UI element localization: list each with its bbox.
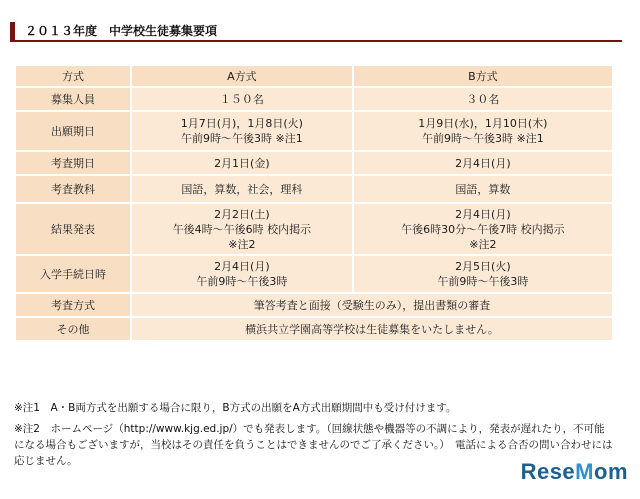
cell-line: 2月4日(月) [214,260,270,273]
note-1: ※注1 A・B両方式を出願する場合に限り，B方式の出願をA方式出願期間中も受け付けます。 [14,402,457,414]
cell-line: 1月9日(水)，1月10日(木) [418,117,548,130]
table-row [16,112,612,150]
merged-cell: 筆答考査と面接（受験生のみ），提出書類の審査 [132,294,612,316]
cell-line: 2月4日(月) [455,207,511,221]
cell-a [132,176,352,202]
cell-line: １５０名 [219,92,264,106]
merged-cell: 横浜共立学園高等学校は生徒募集をいたしません。 [132,318,612,340]
row-label: 入学手続日時 [16,256,130,292]
cell-line: 2月2日(土) [214,207,270,221]
table-row [16,152,612,174]
table-row [16,204,612,254]
cell-line: 午後4時〜午後6時 校内掲示 [172,222,312,236]
cell-b [354,176,612,202]
cell-line: 午前9時〜午後3時 [437,275,529,288]
cell-line: ３０名 [466,92,500,106]
header-method: 方式 [16,66,130,86]
cell-line: 1月7日(月)，1月8日(火) [180,117,303,130]
cell-line: 午後6時30分〜午後7時 校内掲示 [401,222,565,236]
table-row [16,294,612,316]
cell-line: 国語，算数，社会，理科 [181,182,303,196]
cell-line: 国語，算数 [455,182,511,196]
table-row [16,318,612,340]
cell-b [354,112,612,150]
admission-table [14,64,614,342]
header-a: A方式 [132,66,352,86]
resemom-logo: ReseMom [520,459,628,484]
table-header-row [16,66,612,86]
cell-line: 2月4日(月) [455,156,511,170]
row-label: 考査方式 [16,294,130,316]
cell-a [132,152,352,174]
row-label: その他 [16,318,130,340]
cell-line: 2月5日(火) [455,260,511,273]
note-2: ※注2 ホームページ（http://www.kjg.ed.jp/）でも発表します。（回線状態や機器等の不調により，発表が遅れたり，不可能になる場合もございますが，当校はその責任を負うことはできませんのでご了承ください。） 電話による合否の問い合わせには応じません。 [14,423,613,467]
cell-b [354,152,612,174]
cell-a [132,88,352,110]
row-label: 募集人員 [16,88,130,110]
cell-line: 午前9時〜午後3時 ※注1 [181,132,303,145]
row-label: 考査期日 [16,152,130,174]
row-label: 出願期日 [16,112,130,150]
cell-b [354,256,612,292]
cell-b [354,88,612,110]
cell-line: ※注2 [469,237,497,251]
table-row [16,176,612,202]
cell-a [132,204,352,254]
cell-b [354,204,612,254]
page-title: ２０１３年度 中学校生徒募集要項 [10,22,622,42]
header-b: B方式 [354,66,612,86]
row-label: 考査教科 [16,176,130,202]
cell-a [132,256,352,292]
row-label: 結果発表 [16,204,130,254]
table-row [16,256,612,292]
table-row [16,88,612,110]
cell-a [132,112,352,150]
cell-line: 2月1日(金) [214,156,270,170]
cell-line: 午前9時〜午後3時 [196,275,288,288]
cell-line: 午前9時〜午後3時 ※注1 [422,132,544,145]
cell-line: ※注2 [228,237,256,251]
